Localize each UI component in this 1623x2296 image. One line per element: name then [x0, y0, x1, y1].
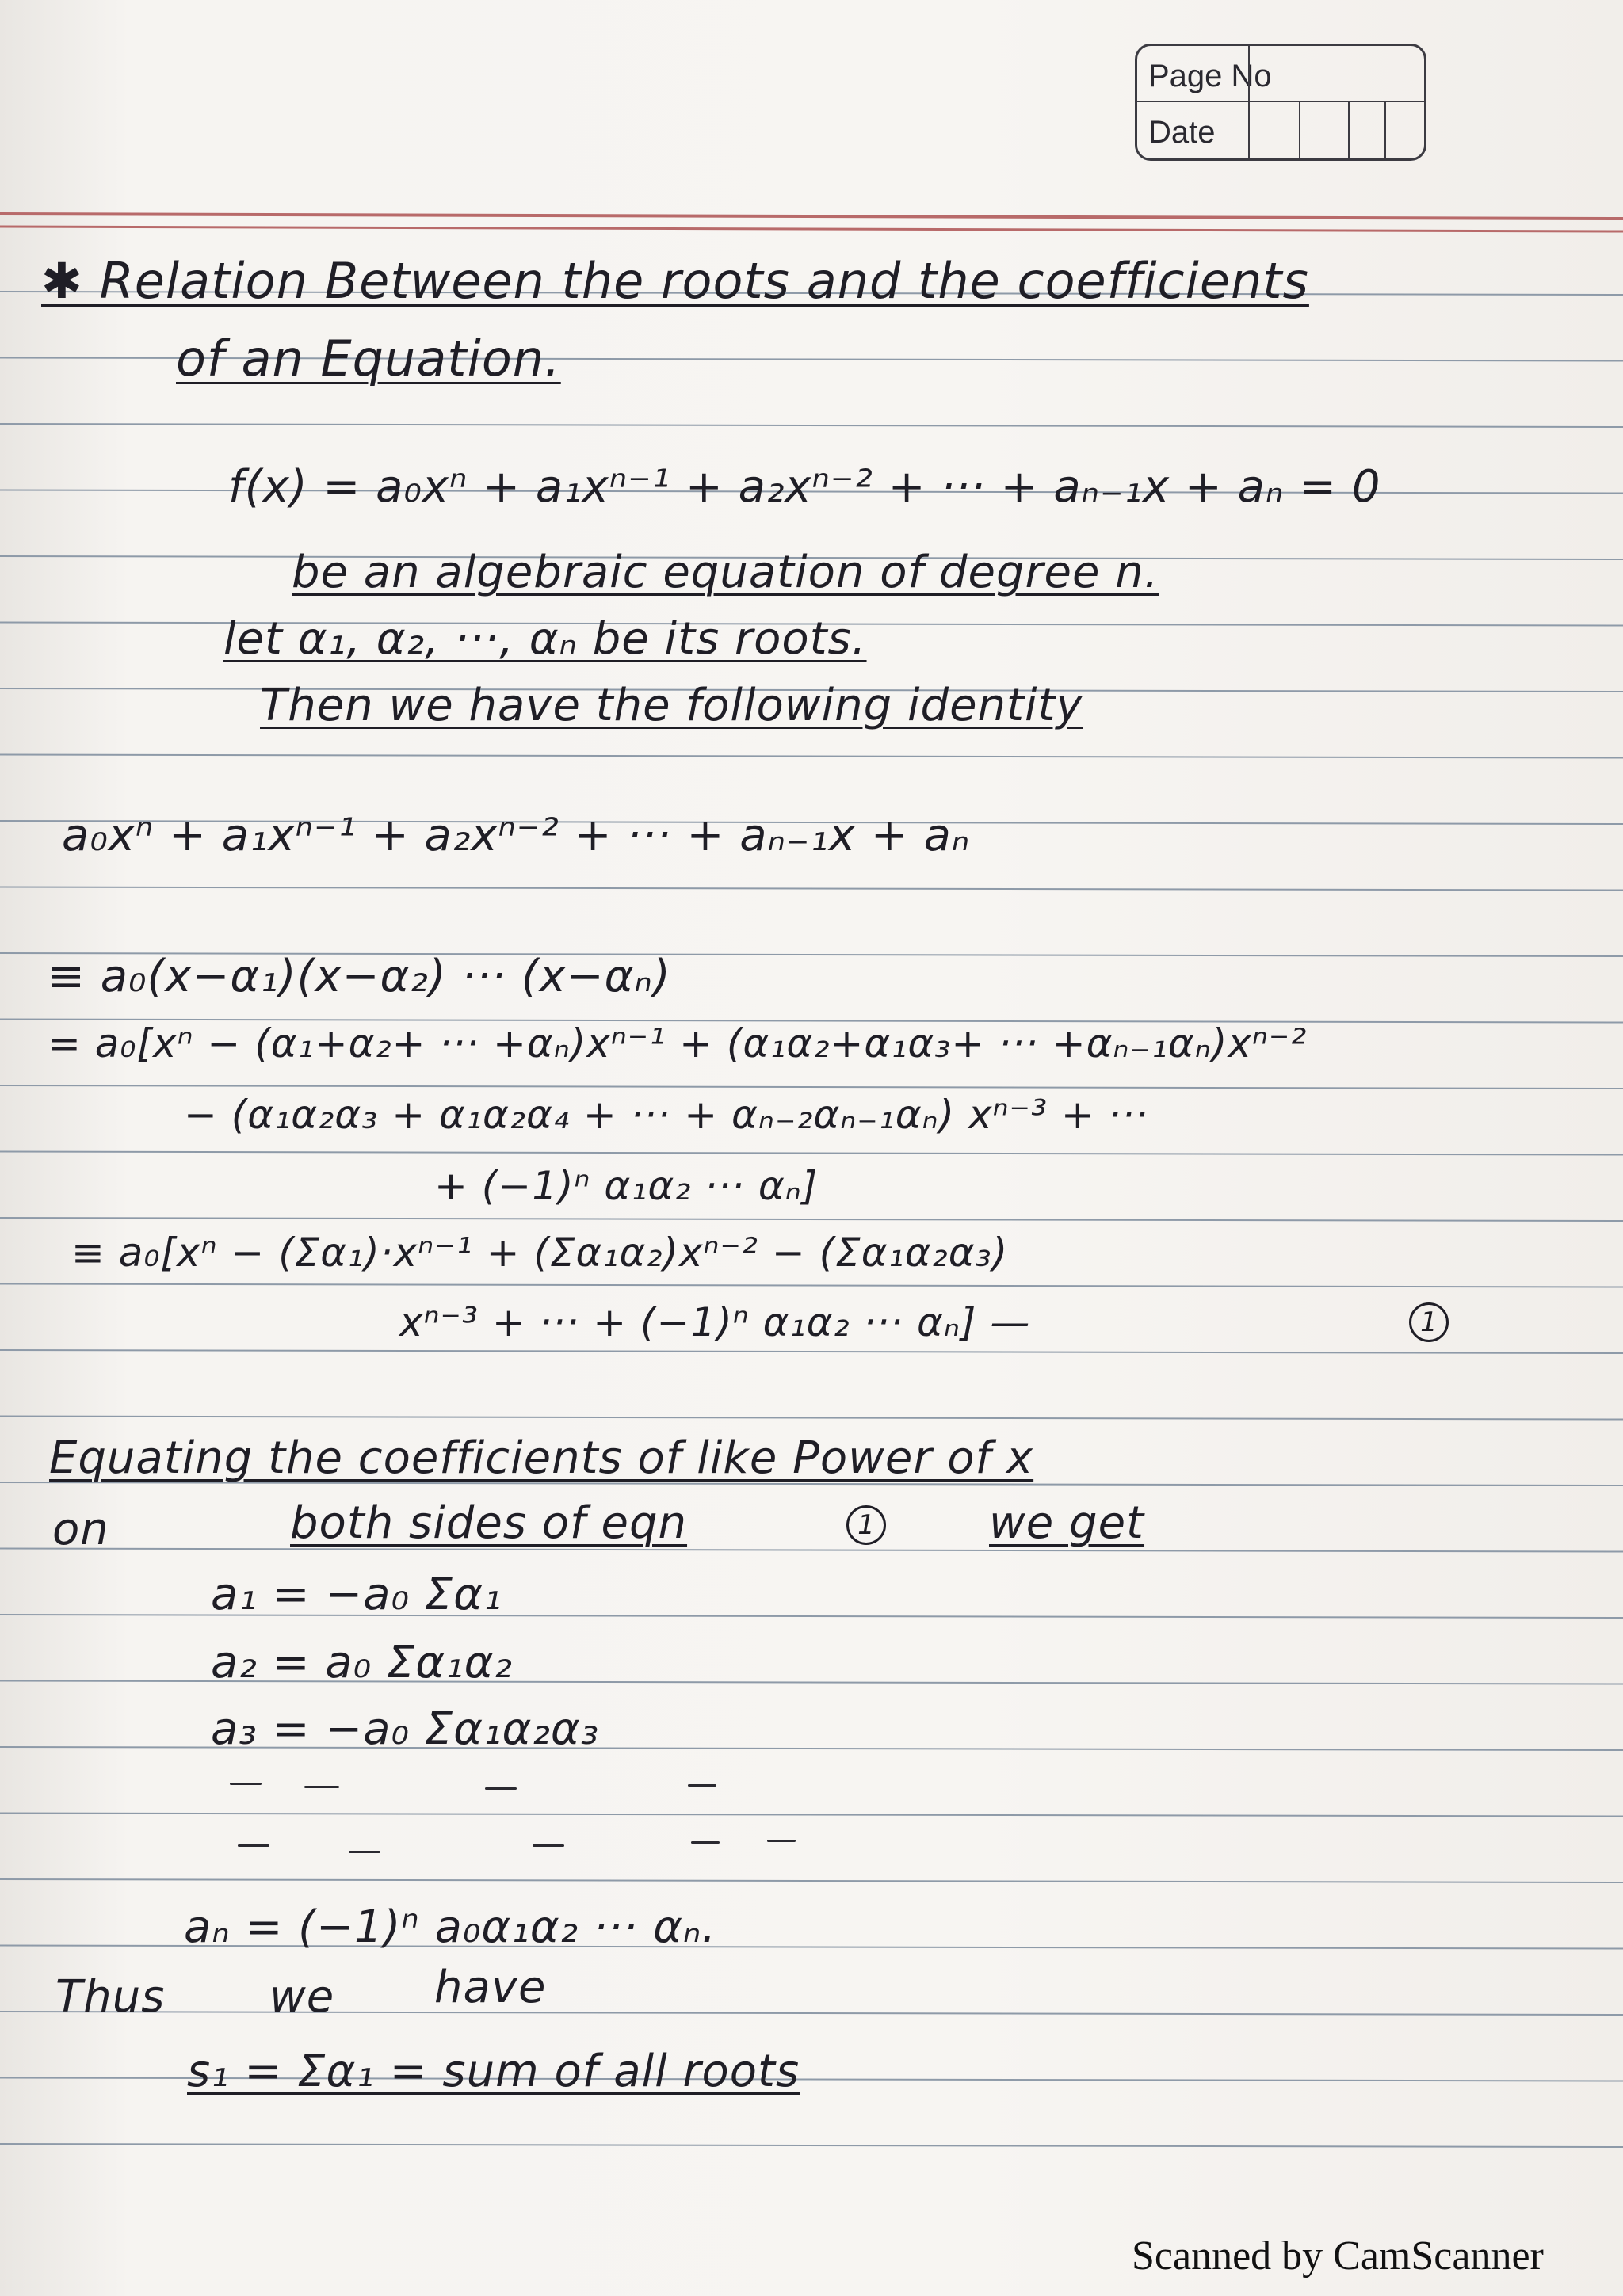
sigma-line: xⁿ⁻³ + ··· + (−1)ⁿ α₁α₂ ··· αₙ] — [399, 1299, 1031, 1345]
text-line: Then we have the following identity [260, 680, 1083, 731]
ellipsis-dash [238, 1844, 269, 1847]
text-word: have [434, 1962, 547, 2013]
text-word: we [269, 1971, 335, 2023]
coefficient-relation: a₂ = a₀ Σα₁α₂ [211, 1637, 513, 1688]
divider [1384, 102, 1386, 158]
polynomial-line: a₀xⁿ + a₁xⁿ⁻¹ + a₂xⁿ⁻² + ··· + aₙ₋₁x + aₙ [62, 810, 971, 861]
ellipsis-dash [767, 1840, 796, 1842]
sum-of-roots-line: s₁ = Σα₁ = sum of all roots [187, 2046, 800, 2097]
divider [1248, 46, 1250, 101]
ellipsis-dash [485, 1787, 517, 1790]
ruled-line [0, 887, 1623, 891]
title-line-1: ✱ Relation Between the roots and the coefficients [41, 252, 1309, 310]
text-line: let α₁, α₂, ···, αₙ be its roots. [223, 613, 867, 665]
text-word: on [52, 1504, 109, 1555]
top-margin-rule [0, 227, 1623, 231]
coefficient-relation: a₃ = −a₀ Σα₁α₂α₃ [211, 1703, 600, 1755]
text-line: Equating the coefficients of like Power of x [49, 1432, 1034, 1484]
ruled-line [0, 2144, 1623, 2147]
ellipsis-dash [688, 1784, 716, 1787]
expansion-line: − (α₁α₂α₃ + α₁α₂α₄ + ··· + αₙ₋₂αₙ₋₁αₙ) xⁿ⁻³ + ··· [184, 1092, 1149, 1138]
text-line: we get [989, 1497, 1145, 1549]
page-no-row [1137, 46, 1424, 102]
expansion-line: = a₀[xⁿ − (α₁+α₂+ ··· +αₙ)xⁿ⁻¹ + (α₁α₂+α₁α₃+ ··· +αₙ₋₁αₙ)xⁿ⁻² [48, 1020, 1308, 1066]
date-label: Date [1148, 115, 1216, 150]
expansion-line: + (−1)ⁿ α₁α₂ ··· αₙ] [434, 1163, 819, 1209]
ruled-line [0, 755, 1623, 758]
ruled-line [0, 1085, 1623, 1089]
divider [1348, 102, 1350, 158]
page-no-label: Page No [1148, 59, 1272, 93]
ellipsis-dash [304, 1786, 339, 1788]
ellipsis-dash [349, 1851, 380, 1853]
scanner-watermark: Scanned by CamScanner [1132, 2233, 1544, 2279]
divider [1299, 102, 1300, 158]
sigma-line: ≡ a₀[xⁿ − (Σα₁)·xⁿ⁻¹ + (Σα₁α₂)xⁿ⁻² − (Σα₁α₂α₃) [71, 1230, 1009, 1276]
text-word: Thus [55, 1971, 166, 2023]
ruled-line [0, 1152, 1623, 1155]
ellipsis-dash [691, 1841, 720, 1844]
ellipsis-dash [533, 1844, 564, 1847]
ruled-line [0, 424, 1623, 427]
ruled-line [0, 1549, 1623, 1552]
ruled-line [0, 1879, 1623, 1882]
title-line-2: of an Equation. [176, 330, 561, 387]
divider [1248, 102, 1250, 158]
equation-number-circle: 1 [1409, 1302, 1449, 1342]
text-line: both sides of eqn [290, 1497, 688, 1549]
ruled-line [0, 2012, 1623, 2015]
date-row [1137, 102, 1424, 158]
ruled-line [0, 1417, 1623, 1420]
equation-definition: f(x) = a₀xⁿ + a₁xⁿ⁻¹ + a₂xⁿ⁻² + ··· + aₙ₋₁x + aₙ = 0 [228, 461, 1381, 513]
factor-line: ≡ a₀(x−α₁)(x−α₂) ··· (x−αₙ) [48, 951, 671, 1002]
ruled-line [0, 1350, 1623, 1353]
coefficient-relation: aₙ = (−1)ⁿ a₀α₁α₂ ··· αₙ. [184, 1901, 717, 1953]
ruled-line [0, 1218, 1623, 1221]
ellipsis-dash [230, 1783, 262, 1785]
page-date-box [1135, 44, 1426, 161]
equation-number-circle: 1 [846, 1505, 886, 1545]
ruled-line [0, 1814, 1623, 1817]
text-line: be an algebraic equation of degree n. [292, 547, 1159, 598]
top-margin-rule [0, 214, 1623, 219]
ruled-line [0, 1284, 1623, 1287]
coefficient-relation: a₁ = −a₀ Σα₁ [211, 1569, 502, 1620]
